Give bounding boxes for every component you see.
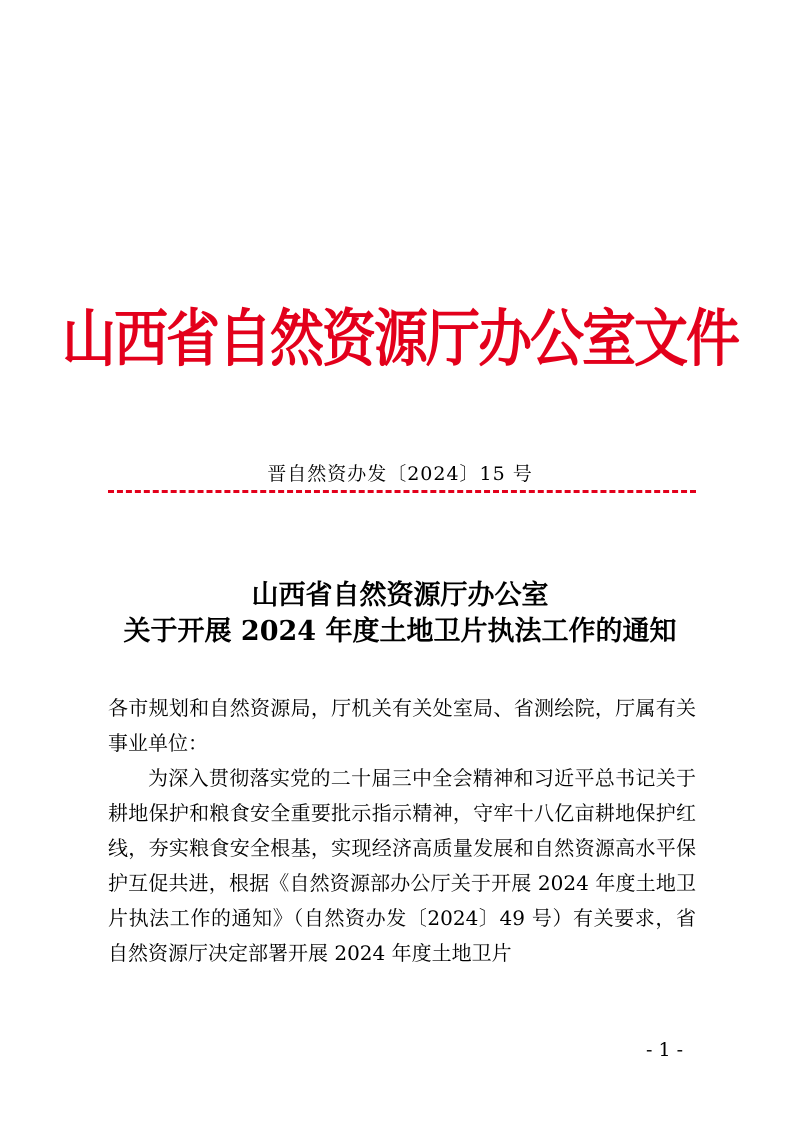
title-line-2: 关于开展 2024 年度土地卫片执法工作的通知 bbox=[123, 616, 677, 647]
addressee: 各市规划和自然资源局，厅机关有关处室局、省测绘院，厅属有关事业单位： bbox=[108, 696, 696, 755]
title-line-1: 山西省自然资源厅办公室 bbox=[251, 580, 549, 611]
document-masthead: 山西省自然资源厅办公室文件 bbox=[62, 301, 738, 375]
body-paragraph: 为深入贯彻落实党的二十届三中全会精神和习近平总书记关于耕地保护和粮食安全重要批示指示精神，守牢十八亿亩耕地保护红线，夯实粮食安全根基，实现经济高质量发展和自然资源高水平保护互促共进，根据《自然资源部办公厅关于开展 2024 年度土地卫片执法工作的通知》（自然资办发〔2024〕49 号）有关要求，省自然资源厅决定部署开展 2024 年度土地卫片 bbox=[108, 766, 696, 965]
document-title bbox=[0, 578, 800, 650]
document-number: 晋自然资办发〔2024〕15 号 bbox=[267, 463, 533, 485]
page-number: - 1 - bbox=[646, 1039, 684, 1061]
document-body bbox=[108, 691, 696, 971]
red-divider-line bbox=[108, 490, 696, 493]
